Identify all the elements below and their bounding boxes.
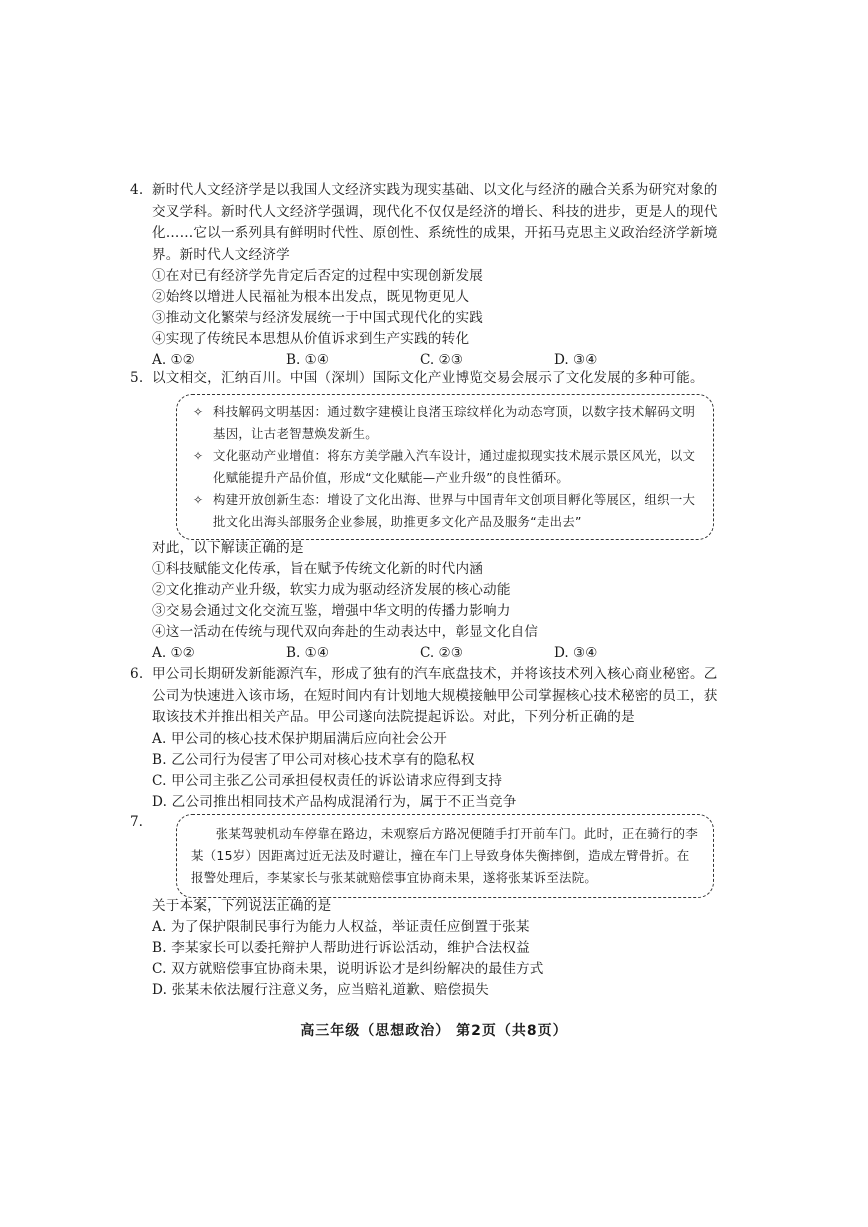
question-7-number: 7. (130, 814, 143, 830)
question-7-material-box (176, 814, 714, 898)
question-6 (130, 664, 722, 813)
question-5-choices (152, 643, 722, 664)
question-7-option-d[interactable]: D. 张某未依法履行注意义务，应当赔礼道歉、赔偿损失 (152, 982, 489, 998)
question-4-choice-b[interactable]: B. ①④ (286, 352, 330, 368)
question-6-number: 6. (130, 666, 144, 682)
question-4-item-3: ③推动文化繁荣与经济发展统一于中国式现代化的实践 (152, 310, 484, 326)
question-6-option-a[interactable]: A. 甲公司的核心技术保护期届满后应向社会公开 (152, 730, 447, 747)
question-5-material-box (176, 394, 714, 540)
diamond-bullet-icon: ✧ (193, 493, 204, 507)
question-4-stem-text: 新时代人文经济学是以我国人文经济实践为现实基础、以文化与经济的融合关系为研究对象的交叉学科。新时代人文经济学强调，现代化不仅仅是经济的增长、科技的进步，更是人的现代化……它以一系列具有鲜明时代性、原创性、系统性的成果，开拓马克思主义政治经济学新境界。新时代人文经济学 (152, 182, 718, 263)
question-5-stem-text: 以文相交，汇纳百川。中国（深圳）国际文化产业博览交易会展示了文化发展的多种可能。 (152, 370, 704, 386)
question-4-stem (130, 180, 722, 266)
question-6-option-c[interactable]: C. 甲公司主张乙公司承担侵权责任的诉讼请求应得到支持 (152, 772, 503, 789)
material-item-2 (191, 445, 699, 489)
material-item-3 (191, 489, 699, 533)
question-5-prompt: 对此，以下解读正确的是 (152, 540, 304, 556)
material-item-3-text: 构建开放创新生态：增设了文化出海、世界与中国青年文创项目孵化等展区，组织一大批文化出海头部服务企业参展，助推更多文化产品及服务“走出去” (213, 492, 696, 529)
question-6-stem-text: 甲公司长期研发新能源汽车，形成了独有的汽车底盘技术，并将该技术列入核心商业秘密。乙公司为快速进入该市场，在短时间内有计划地大规模接触甲公司掌握核心技术秘密的员工，获取该技术并推出相关产品。甲公司遂向法院提起诉讼。对此，下列分析正确的是 (152, 666, 718, 725)
question-6-option-b[interactable]: B. 乙公司行为侵害了甲公司对核心技术享有的隐私权 (152, 751, 475, 768)
question-4 (130, 180, 722, 371)
question-4-number: 4. (130, 182, 144, 198)
material-item-1-text: 科技解码文明基因：通过数字建模让良渚玉琮纹样化为动态穹顶，以数字技术解码文明基因，让古老智慧焕发新生。 (213, 404, 696, 441)
diamond-bullet-icon: ✧ (193, 405, 204, 419)
question-7-option-a[interactable]: A. 为了保护限制民事行为能力人权益，举证责任应倒置于张某 (152, 919, 530, 935)
question-5 (130, 368, 722, 390)
question-4-choice-a[interactable]: A. ①② (152, 352, 195, 368)
question-4-choice-c[interactable]: C. ②③ (420, 352, 463, 368)
question-5-body (152, 538, 722, 664)
question-6-option-d[interactable]: D. 乙公司推出相同技术产品构成混淆行为，属于不正当竞争 (152, 793, 517, 810)
question-7-option-b[interactable]: B. 李某家长可以委托辩护人帮助进行诉讼活动，维护合法权益 (152, 940, 530, 956)
question-4-choice-d[interactable]: D. ③④ (554, 352, 598, 368)
question-5-item-1: ①科技赋能文化传承，旨在赋予传统文化新的时代内涵 (152, 561, 484, 577)
question-5-item-3: ③交易会通过文化交流互鉴，增强中华文明的传播力影响力 (152, 603, 511, 619)
question-4-item-2: ②始终以增进人民福祉为根本出发点，既见物更见人 (152, 289, 470, 305)
page-footer: 高三年级（思想政治） 第2页（共8页） (300, 1023, 568, 1039)
question-5-choice-d[interactable]: D. ③④ (554, 645, 598, 661)
question-7-body (152, 896, 722, 1001)
material-item-2-text: 文化驱动产业增值：将东方美学融入汽车设计，通过虚拟现实技术展示景区风光，以文化赋能提升产品价值，形成“文化赋能—产业升级”的良性循环。 (213, 448, 696, 485)
question-7-option-c[interactable]: C. 双方就赔偿事宜协商未果，说明诉讼才是纠纷解决的最佳方式 (152, 961, 544, 977)
question-5-item-4: ④这一活动在传统与现代双向奔赴的生动表达中，彰显文化自信 (152, 624, 539, 640)
question-7-prompt: 关于本案，下列说法正确的是 (152, 898, 332, 914)
question-5-stem (130, 368, 722, 390)
question-5-choice-b[interactable]: B. ①④ (286, 645, 330, 661)
question-5-choice-c[interactable]: C. ②③ (420, 645, 463, 661)
question-5-item-2: ②文化推动产业升级，软实力成为驱动经济发展的核心动能 (152, 582, 511, 598)
diamond-bullet-icon: ✧ (193, 449, 204, 463)
question-6-stem (130, 664, 722, 729)
question-4-item-1: ①在对已有经济学先肯定后否定的过程中实现创新发展 (152, 268, 484, 284)
question-5-choice-a[interactable]: A. ①② (152, 645, 195, 661)
question-7-material-text: 张某驾驶机动车停靠在路边，未观察后方路况便随手打开前车门。此时，正在骑行的李某（15岁）因距离过近无法及时避让，撞在车门上导致身体失衡摔倒，造成左臂骨折。在报警处理后，李某家长与张某就赔偿事宜协商未果，遂将张某诉至法院。 (191, 826, 699, 885)
question-5-number: 5. (130, 370, 144, 386)
material-item-1 (191, 401, 699, 445)
question-4-item-4: ④实现了传统民本思想从价值诉求到生产实践的转化 (152, 331, 470, 347)
